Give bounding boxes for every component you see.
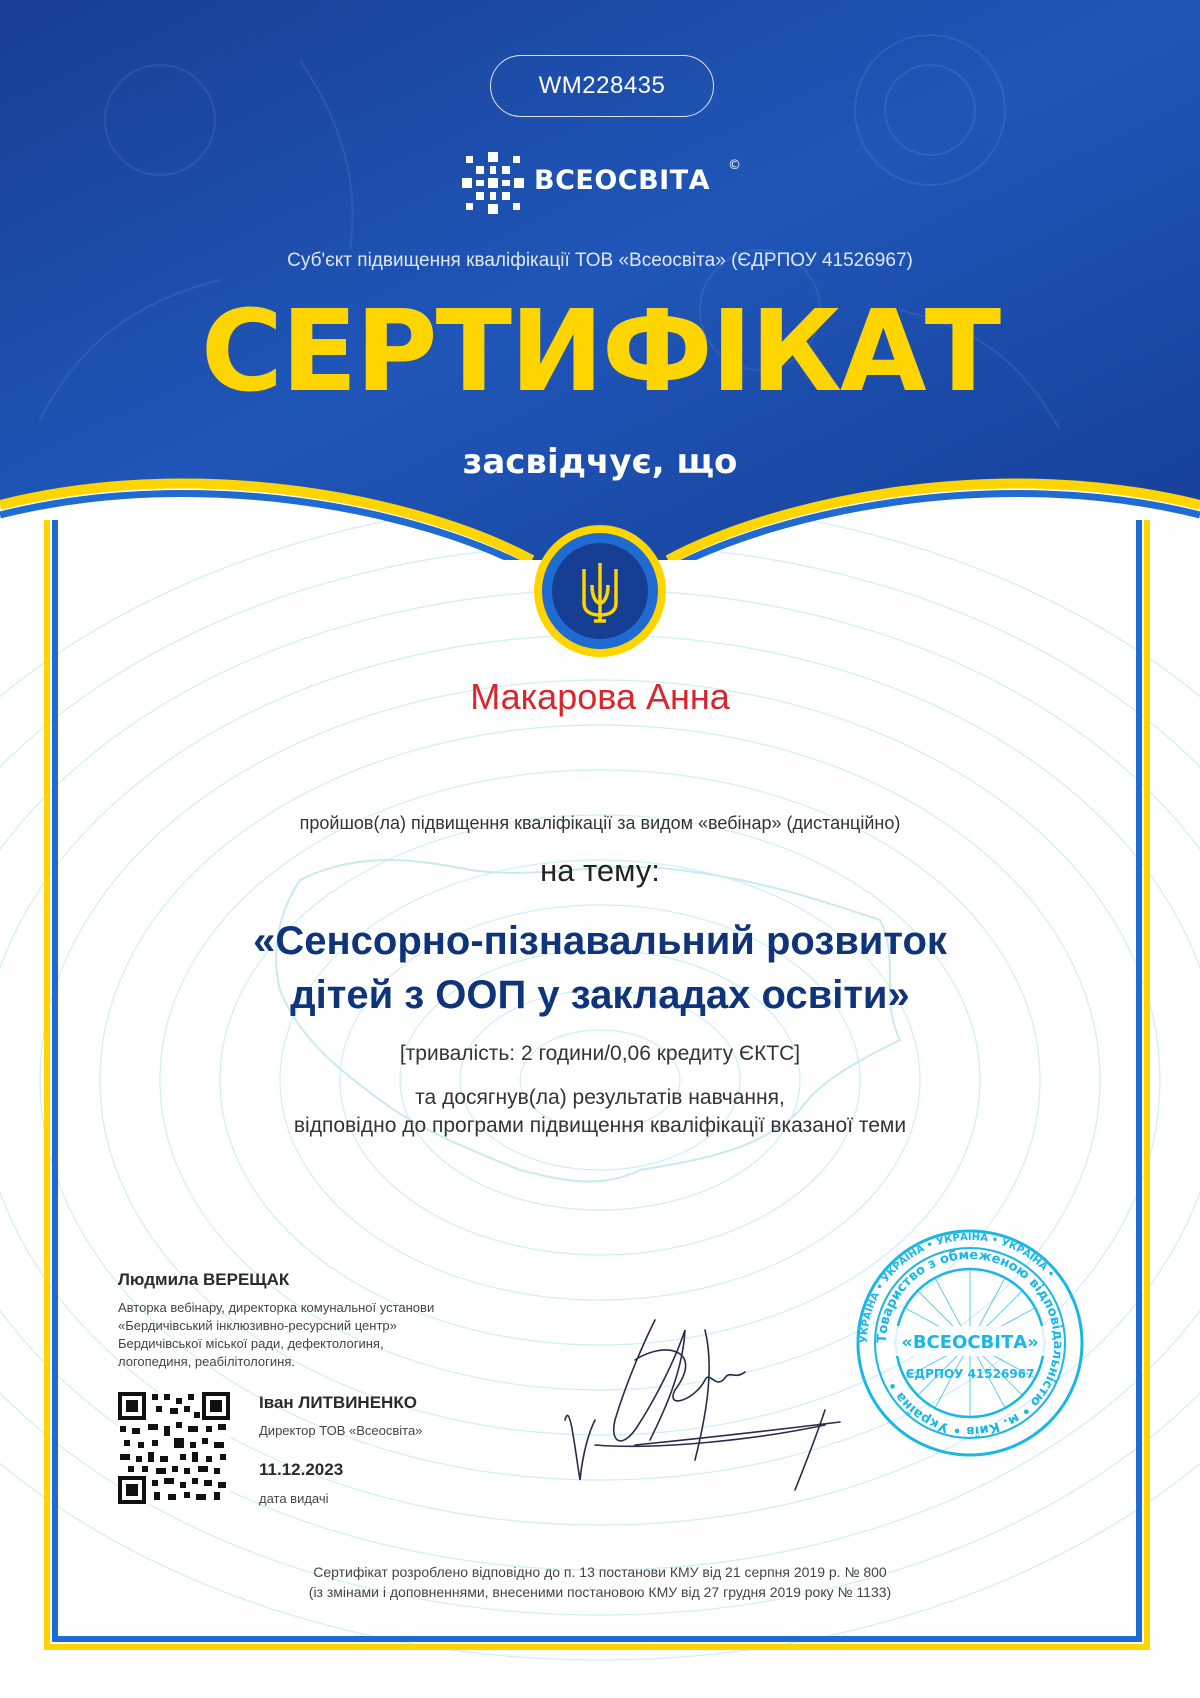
author-desc-line-2: «Бердичівський інклюзивно-ресурсний центр» xyxy=(118,1318,397,1333)
footer-line-2: (із змінами і доповненнями, внесеними постановою КМУ від 27 грудня 2019 року № 1133) xyxy=(308,1584,892,1600)
snowflake-ornament-icon xyxy=(458,148,528,218)
footer-line-1: Сертифікат розроблено відповідно до п. 13 постанови КМУ від 21 серпня 2019 р. № 800 xyxy=(313,1564,887,1580)
author-description xyxy=(118,1299,538,1371)
vseosvita-logo xyxy=(458,148,748,218)
results-line-2: відповідно до програми підвищення кваліфікації вказаної теми xyxy=(293,1114,907,1137)
issue-date: 11.12.2023 xyxy=(259,1460,344,1479)
director-title: Директор ТОВ «Всеосвіта» xyxy=(259,1423,423,1438)
recipient-name: Макарова Анна xyxy=(470,676,730,717)
training-type-text: пройшов(ла) підвищення кваліфікації за видом «вебінар» (дистанційно) xyxy=(299,813,901,833)
stamp-outer-text: УКРАЇНА • УКРАЇНА • УКРАЇНА • УКРАЇНА • xyxy=(858,1231,1057,1344)
webinar-topic xyxy=(130,914,1070,1022)
results-line-1: та досягнув(ла) результатів навчання, xyxy=(415,1086,785,1109)
on-topic-label: на тему: xyxy=(540,853,660,888)
logo-copyright: © xyxy=(728,158,741,173)
topic-line-1: «Сенсорно-пізнавальний розвиток xyxy=(253,919,947,963)
author-desc-line-4: логопединя, реабілітологиня. xyxy=(118,1354,295,1369)
logo-text: ВСЕОСВІТА xyxy=(534,165,711,196)
qr-code[interactable] xyxy=(118,1392,230,1504)
certificate-id-badge: WM228435 xyxy=(490,55,714,117)
certificate-title: СЕРТИФІКАТ xyxy=(200,287,1000,417)
topic-line-2: дітей з ООП у закладах освіти» xyxy=(290,973,910,1017)
handwritten-signature xyxy=(555,1250,855,1500)
stamp-center-text: «ВСЕОСВІТА» xyxy=(901,1332,1039,1353)
certifies-text: засвідчує, що xyxy=(462,442,738,482)
legal-footer xyxy=(0,1562,1200,1602)
issue-date-label: дата видачі xyxy=(259,1491,329,1506)
official-stamp xyxy=(855,1228,1085,1458)
issuer-subject-line: Суб'єкт підвищення кваліфікації ТОВ «Всеосвіта» (ЄДРПОУ 41526967) xyxy=(287,250,913,271)
author-name: Людмила ВЕРЕЩАК xyxy=(118,1270,290,1289)
trident-emblem xyxy=(532,523,668,659)
stamp-code-text: ЄДРПОУ 41526967 xyxy=(905,1367,1035,1381)
author-desc-line-1: Авторка вебінару, директорка комунальної установи xyxy=(118,1300,435,1315)
learning-results-text xyxy=(0,1084,1200,1140)
author-desc-line-3: Бердичівської міської ради, дефектологиня, xyxy=(118,1336,384,1351)
stamp-ring-text: Товариство з обмеженою відповідальністю • м. Київ • Україна • xyxy=(874,1247,1066,1439)
duration-text: [тривалість: 2 години/0,06 кредиту ЄКТС] xyxy=(399,1042,801,1065)
director-name: Іван ЛИТВИНЕНКО xyxy=(259,1393,417,1412)
